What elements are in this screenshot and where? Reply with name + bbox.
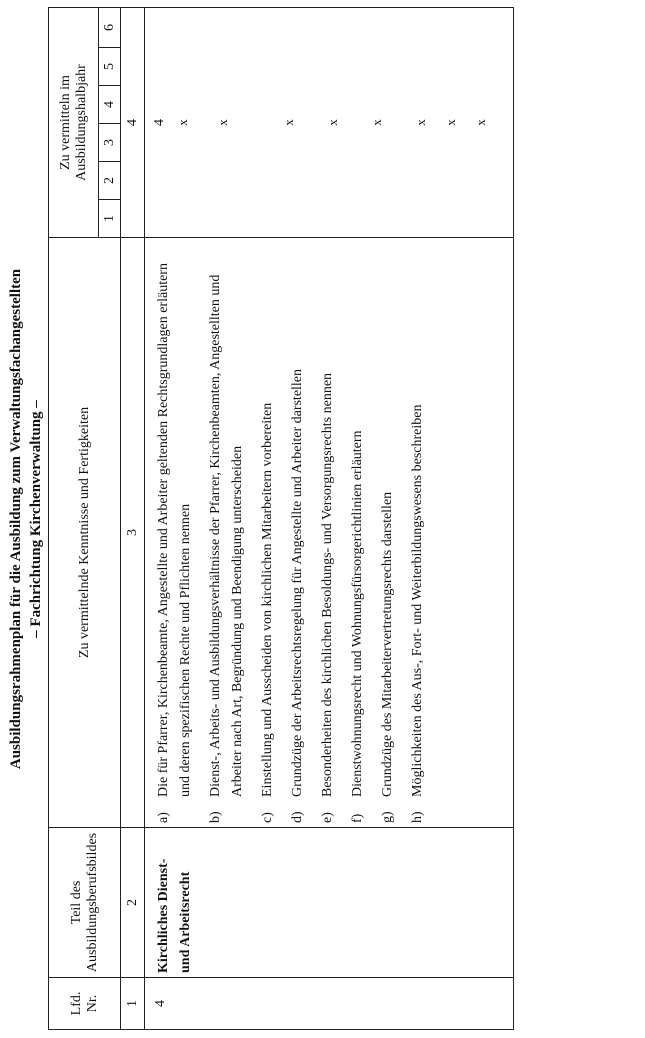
- list-item: b) Dienst-, Arbeits- und Ausbildungsverhältnisse der Pfarrer, Kirchenbeamten, Angestellten und Arbeiter nach Art, Begründung und Beendigung unterscheiden: [208, 274, 245, 823]
- period-cell: [145, 7, 514, 237]
- item-list: [145, 238, 514, 828]
- semester-4: 4: [99, 86, 121, 124]
- mark-c: x: [281, 119, 296, 126]
- mark-b: x: [215, 119, 230, 126]
- mark-d: x: [325, 119, 340, 126]
- mark-e: x: [369, 119, 384, 126]
- mark-g: x: [443, 119, 458, 126]
- plan-table: [48, 7, 514, 1030]
- page-subtitle: – Fachrichtung Kirchenverwaltung –: [28, 400, 44, 638]
- header-kenntnisse: Zu vermittelnde Kenntnisse und Fertigkeiten: [49, 238, 121, 828]
- mark-h: x: [473, 119, 488, 126]
- col-number-4: 4: [121, 7, 145, 237]
- page-title: Ausbildungsrahmenplan für die Ausbildung zum Verwaltungsfachangestellten: [8, 268, 24, 770]
- mark-a: x: [175, 119, 190, 126]
- list-item: f) Dienstwohnungsrecht und Wohnungsfürsorgerichtlinien erläutern: [350, 430, 365, 823]
- semester-3: 3: [99, 124, 121, 162]
- semester-2: 2: [99, 162, 121, 200]
- list-item: a) Die für Pfarrer, Kirchenbeamte, Angestellte und Arbeiter geltenden Rechtsgrundlagen erläutern und deren spezifischen Rechte und Pflichten nennen: [156, 263, 193, 823]
- list-item: h) Möglichkeiten des Aus-, Fort- und Weiterbildungswesens beschreiben: [410, 404, 425, 823]
- row-teil: Kirchliches Dienst- und Arbeitsrecht: [145, 828, 514, 978]
- col-number-3: 3: [121, 238, 145, 828]
- period-label: 4: [152, 118, 167, 126]
- semester-1: 1: [99, 200, 121, 238]
- header-teil: Teil des Ausbildungsberufsbildes: [49, 828, 121, 978]
- list-item: e) Besonderheiten des kirchlichen Besoldungs- und Versorgungsrechts nennen: [320, 372, 335, 823]
- list-item: g) Grundzüge des Mitarbeitervertretungsrechts darstellen: [380, 491, 395, 823]
- semester-5: 5: [99, 48, 121, 86]
- header-lfd: Lfd. Nr.: [49, 978, 121, 1030]
- col-number-1: 1: [121, 978, 145, 1030]
- col-number-2: 2: [121, 828, 145, 978]
- semester-6: 6: [99, 7, 121, 47]
- mark-f: x: [413, 119, 428, 126]
- header-zeit: Zu vermitteln im Ausbildungshalbjahr: [49, 7, 99, 237]
- row-nr: 4: [145, 978, 514, 1030]
- list-item: d) Grundzüge der Arbeitsrechtsregelung für Angestellte und Arbeiter darstellen: [290, 368, 305, 823]
- list-item: c) Einstellung und Ausscheiden von kirchlichen Mitarbeitern vorbereiten: [260, 402, 275, 823]
